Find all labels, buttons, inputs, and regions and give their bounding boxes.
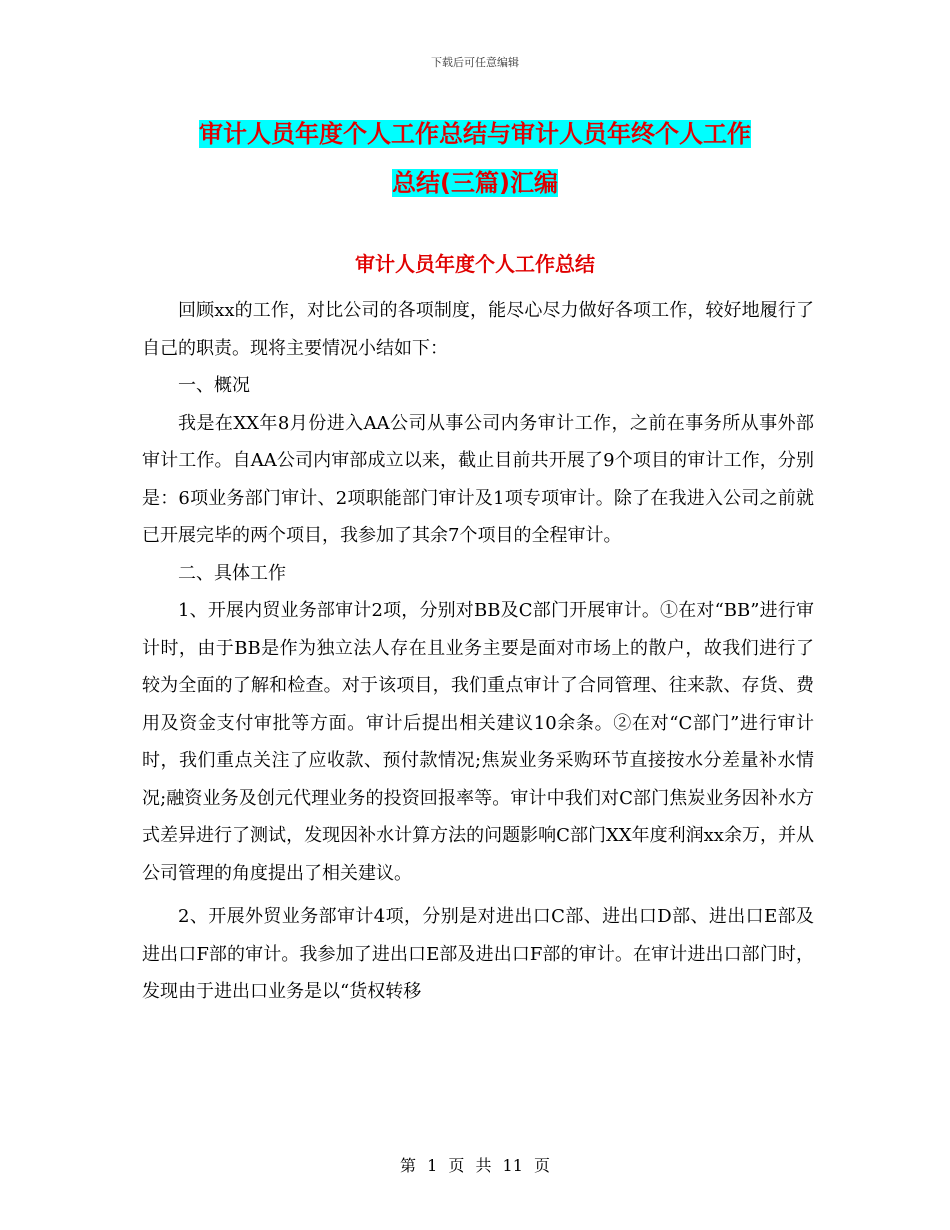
page-footer: 第 1 页 共 11 页 [400,1156,550,1175]
body-text [142,292,814,1011]
section-heading: 审计人员年度个人工作总结 [355,252,595,276]
header-note: 下载后可任意编辑 [431,56,519,69]
paragraph-foreign-audit: 2、开展外贸业务部审计4项，分别是对进出口C部、进出口D部、进出口E部及进出口F部的审计。我参加了进出口E部及进出口F部的审计。在审计进出口部门时，发现由于进出口业务是以“货权转移 [142,906,814,1002]
paragraph-overview: 我是在XX年8月份进入AA公司从事公司内务审计工作，之前在事务所从事外部审计工作。自AA公司内审部成立以来，截止目前共开展了9个项目的审计工作，分别是：6项业务部门审计、2项职能部门审计及1项专项审计。除了在我进入公司之前就已开展完毕的两个项目，我参加了其余7个项目的全程审计。 [142,412,814,546]
document-title-line-2: 总结(三篇)汇编 [392,169,558,197]
paragraph-intro: 回顾xx的工作，对比公司的各项制度，能尽心尽力做好各项工作，较好地履行了自己的职责。现将主要情况小结如下： [142,300,814,359]
paragraph-domestic-audit: 1、开展内贸业务部审计2项，分别对BB及C部门开展审计。①在对“BB”进行审计时，由于BB是作为独立法人存在且业务主要是面对市场上的散户，故我们进行了较为全面的了解和检查。对于该项目，我们重点审计了合同管理、往来款、存货、费用及资金支付审批等方面。审计后提出相关建议10余条。②在对“C部门”进行审计时，我们重点关注了应收款、预付款情况;焦炭业务采购环节直接按水分差量补水情况;融资业务及创元代理业务的投资回报率等。审计中我们对C部门焦炭业务因补水方式差异进行了测试，发现因补水计算方法的问题影响C部门XX年度利润xx余万，并从公司管理的角度提出了相关建议。 [142,600,814,884]
document-title [0,110,950,208]
document-title-line-1: 审计人员年度个人工作总结与审计人员年终个人工作 [199,120,751,148]
paragraph-heading-work: 二、具体工作 [178,562,286,584]
paragraph-heading-overview: 一、概况 [178,375,250,396]
